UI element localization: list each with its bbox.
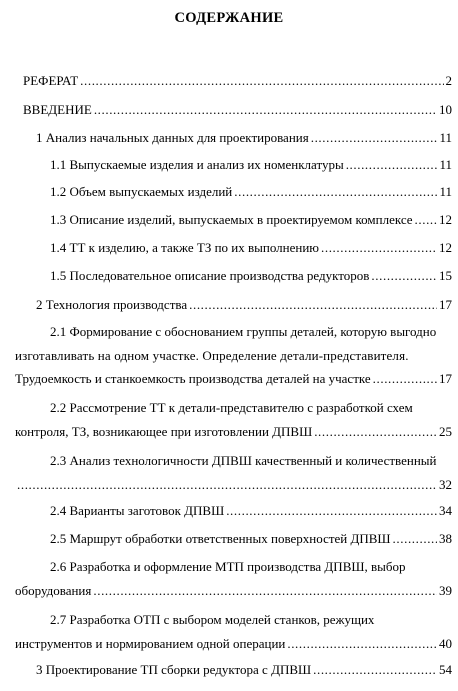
toc-leader-dots	[287, 632, 437, 656]
toc-entry-label: контроля, ТЗ, возникающее при изготовлении ДПВШ	[15, 423, 313, 439]
toc-entry-page: 12	[439, 212, 452, 227]
toc-entry-label: 1.2 Объем выпускаемых изделий	[50, 184, 233, 199]
toc-entry-label: оборудования	[15, 582, 92, 598]
toc-entry-page: 10	[439, 102, 452, 117]
toc-entry-label: 2.4 Варианты заготовок ДПВШ	[50, 503, 225, 518]
toc-entry[interactable]	[36, 662, 452, 678]
toc-leader-dots	[371, 268, 437, 284]
toc-entry-label: 1.4 ТТ к изделию, а также ТЗ по их выполнению	[50, 240, 319, 255]
toc-entry-label: 2 Технология производства	[36, 297, 188, 312]
toc-entry-page: 25	[439, 423, 452, 439]
toc-entry[interactable]	[50, 268, 452, 284]
toc-leader-dots	[80, 73, 443, 89]
toc-entry-page: 17	[439, 297, 452, 312]
toc-entry-page: 34	[439, 503, 452, 518]
toc-entry-page: 11	[439, 130, 452, 145]
toc-entry-label: 2.2 Рассмотрение ТТ к детали-представителю с разработкой схем	[50, 400, 413, 415]
toc-entry[interactable]	[15, 396, 452, 443]
toc-entry[interactable]	[36, 130, 452, 146]
toc-entry[interactable]	[50, 531, 452, 547]
toc-entry-label: 3 Проектирование ТП сборки редуктора с ДПВШ	[36, 662, 312, 677]
toc-leader-dots	[346, 157, 438, 173]
toc-leader-dots	[321, 240, 437, 256]
toc-entry-label: РЕФЕРАТ	[23, 73, 79, 88]
toc-entry-page: 2	[445, 73, 452, 88]
page-title: СОДЕРЖАНИЕ	[174, 10, 284, 26]
toc-leader-dots	[313, 662, 437, 678]
toc-leader-dots	[17, 473, 437, 497]
toc-leader-dots	[311, 130, 438, 146]
toc-entry-page: 32	[439, 476, 452, 492]
toc-entry[interactable]	[50, 240, 452, 256]
toc-entry[interactable]	[15, 608, 452, 655]
toc-entry-page: 17	[439, 371, 452, 386]
toc-entry-page: 15	[439, 268, 452, 283]
toc-entry[interactable]	[15, 555, 452, 602]
toc-entry-label: Трудоемкость и станкоемкость производства деталей на участке	[15, 371, 371, 386]
toc-entry-label: 2.3 Анализ технологичности ДПВШ качественный и количественный	[50, 453, 437, 468]
toc-entry[interactable]	[23, 102, 452, 118]
toc-entry-page: 40	[439, 635, 452, 651]
toc-leader-dots	[93, 579, 437, 603]
toc-entry[interactable]	[50, 503, 452, 519]
toc-leader-dots	[94, 102, 437, 118]
toc-entry[interactable]	[36, 297, 452, 313]
toc-entry[interactable]	[50, 184, 452, 200]
toc-entry-page: 39	[439, 582, 452, 598]
toc-entry-label: изготавливать на одном участке. Определение детали-представителя.	[15, 347, 409, 363]
toc-leader-dots	[415, 212, 437, 228]
toc-leader-dots	[189, 297, 437, 313]
toc-entry-page: 11	[439, 157, 452, 172]
toc-entry-page: 12	[439, 240, 452, 255]
toc-leader-dots	[234, 184, 437, 200]
toc-leader-dots	[314, 420, 437, 444]
toc-entry[interactable]	[50, 157, 452, 173]
toc-entry[interactable]	[15, 449, 452, 496]
toc-entry[interactable]	[50, 212, 452, 228]
toc-entry-label: 1.1 Выпускаемые изделия и анализ их номенклатуры	[50, 157, 344, 172]
toc-leader-dots	[226, 503, 437, 519]
toc-leader-dots	[393, 531, 437, 547]
toc-entry-label: 1 Анализ начальных данных для проектирования	[36, 130, 309, 145]
toc-entry-page: 54	[439, 662, 452, 677]
toc-entry-label: 2.1 Формирование с обоснованием группы деталей, которую выгодно	[50, 324, 437, 339]
toc-entry-label: инструментов и нормированием одной операции	[15, 635, 286, 651]
toc-entry[interactable]	[23, 73, 452, 89]
toc-entry[interactable]	[15, 320, 452, 391]
toc-entry-label: 2.6 Разработка и оформление МТП производства ДПВШ, выбор	[50, 559, 406, 574]
toc-leader-dots	[373, 367, 437, 391]
toc-entry-label: 2.5 Маршрут обработки ответственных поверхностей ДПВШ	[50, 531, 391, 546]
toc-entry-label: 1.5 Последовательное описание производства редукторов	[50, 268, 370, 283]
toc-entry-label: ВВЕДЕНИЕ	[23, 102, 92, 117]
toc-entry-label: 1.3 Описание изделий, выпускаемых в проектируемом комплексе	[50, 212, 413, 227]
toc-entry-label: 2.7 Разработка ОТП с выбором моделей станков, режущих	[50, 612, 375, 627]
toc-entry-page: 11	[439, 184, 452, 199]
toc-entry-page: 38	[439, 531, 452, 546]
